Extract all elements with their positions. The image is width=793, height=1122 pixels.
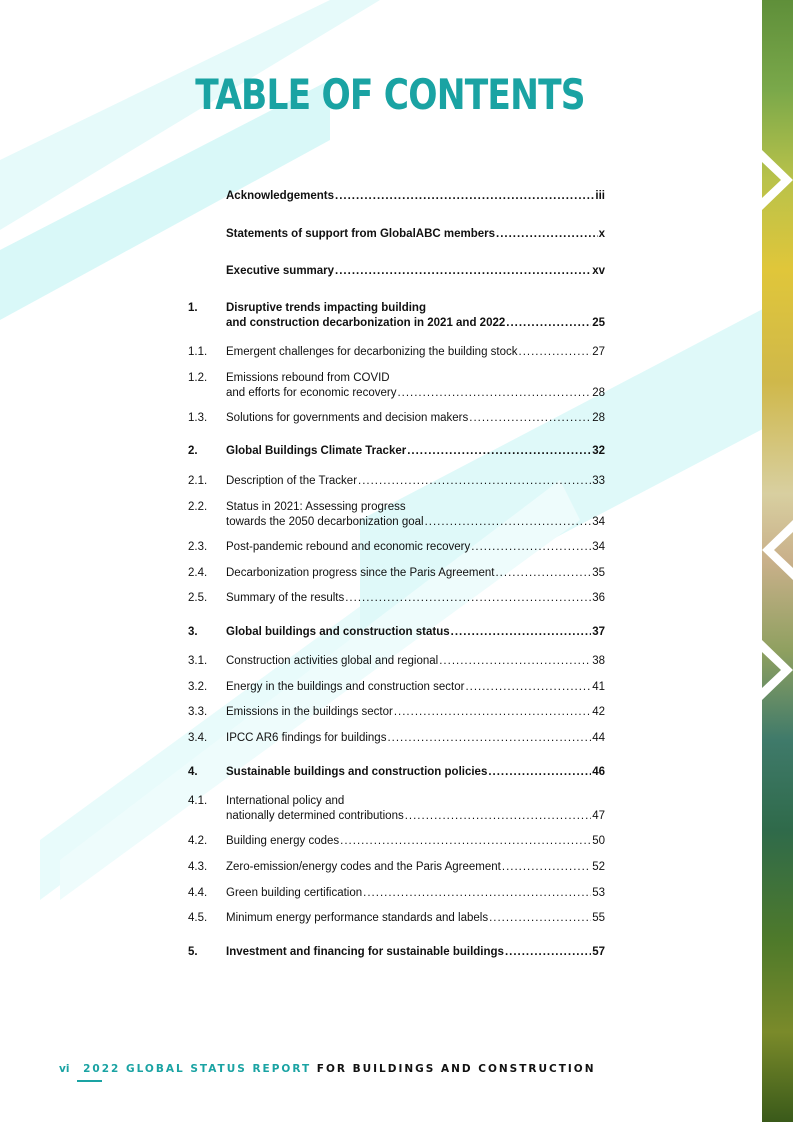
toc-entry-number: 2.1. xyxy=(188,475,208,487)
toc-entry-body xyxy=(226,705,605,720)
chevron-white-decoration xyxy=(762,640,793,700)
toc-entry-page: 35 xyxy=(592,567,605,579)
toc-entry-body xyxy=(226,566,605,581)
toc-entry-page: 44 xyxy=(592,732,605,744)
toc-entry-body xyxy=(226,834,605,849)
dot-leader xyxy=(358,474,591,489)
toc-entry-title: Decarbonization progress since the Paris Agreement xyxy=(226,567,495,579)
toc-entry-page: 27 xyxy=(592,346,605,358)
toc-entry-page: 34 xyxy=(592,516,605,528)
toc-entry-page: 38 xyxy=(592,655,605,667)
toc-entry-number: 3. xyxy=(188,626,198,638)
toc-entry-number: 2.5. xyxy=(188,592,208,604)
toc-entry-body xyxy=(226,345,605,360)
toc-entry-title: Summary of the results xyxy=(226,592,345,604)
toc-entry-page: x xyxy=(598,228,605,240)
toc-entry-title-line: International policy and xyxy=(226,795,345,807)
dot-leader xyxy=(488,765,591,780)
toc-entry-page: 28 xyxy=(592,387,605,399)
toc-entry-number: 4.5. xyxy=(188,912,208,924)
toc-entry-page: 34 xyxy=(592,541,605,553)
toc-entry-number: 4.2. xyxy=(188,835,208,847)
toc-entry-title-line: Status in 2021: Assessing progress xyxy=(226,501,406,513)
toc-entry-number: 1. xyxy=(188,302,198,314)
toc-entry-title: Emissions in the buildings sector xyxy=(226,706,393,718)
dot-leader xyxy=(407,444,591,459)
toc-entry-title-line: Emissions rebound from COVID xyxy=(226,372,390,384)
dot-leader xyxy=(496,227,598,242)
photo-strip xyxy=(762,0,793,1122)
toc-entry-number: 1.3. xyxy=(188,412,208,424)
toc-entry-number: 1.1. xyxy=(188,346,208,358)
toc-entry-number: 2.2. xyxy=(188,501,208,513)
toc-entry-title: towards the 2050 decarbonization goal xyxy=(226,516,424,528)
toc-entry-title: Green building certification xyxy=(226,887,363,899)
toc-entry-body xyxy=(226,911,605,926)
dot-leader xyxy=(394,705,591,720)
chevron-white-decoration xyxy=(762,520,793,580)
toc-entry-title: Emergent challenges for decarbonizing the building stock xyxy=(226,346,518,358)
toc-entry-body xyxy=(226,794,605,824)
dot-leader xyxy=(502,860,591,875)
toc-entry-page: 33 xyxy=(592,475,605,487)
dot-leader xyxy=(335,189,594,204)
toc-entry-number: 5. xyxy=(188,946,198,958)
toc-entry-title: Sustainable buildings and construction policies xyxy=(226,766,488,778)
toc-entry-body xyxy=(226,540,605,555)
toc-entry-body xyxy=(226,765,605,780)
toc-entry-body xyxy=(226,680,605,695)
toc-entry-body xyxy=(226,654,605,669)
toc-entry-number: 2.4. xyxy=(188,567,208,579)
toc-entry-page: 36 xyxy=(592,592,605,604)
toc-entry-page: 41 xyxy=(592,681,605,693)
toc-entry-number: 3.2. xyxy=(188,681,208,693)
toc-entry-title: Acknowledgements xyxy=(226,190,334,202)
toc-entry-number: 3.1. xyxy=(188,655,208,667)
dot-leader xyxy=(345,591,591,606)
toc-entry-body xyxy=(226,591,605,606)
toc-entry-page: 28 xyxy=(592,412,605,424)
dot-leader xyxy=(439,654,591,669)
toc-entry-title: Investment and financing for sustainable buildings xyxy=(226,946,504,958)
dot-leader xyxy=(519,345,592,360)
toc-entry-number: 1.2. xyxy=(188,372,208,384)
toc-entry-title-line: Disruptive trends impacting building xyxy=(226,302,426,314)
toc-entry-title: IPCC AR6 findings for buildings xyxy=(226,732,387,744)
toc-entry-title: Executive summary xyxy=(226,265,335,277)
toc-entry-page: 25 xyxy=(592,317,605,329)
dot-leader xyxy=(425,515,592,530)
toc-entry-page: 37 xyxy=(592,626,605,638)
toc-entry-title: Global buildings and construction status xyxy=(226,626,450,638)
toc-entry-page: 46 xyxy=(592,766,605,778)
report-title: 2022 GLOBAL STATUS REPORT xyxy=(83,1063,312,1075)
toc-entry-page: 53 xyxy=(592,887,605,899)
toc-entry-page: 55 xyxy=(592,912,605,924)
toc-entry-page: 32 xyxy=(592,445,605,457)
toc-entry-title: Minimum energy performance standards and labels xyxy=(226,912,489,924)
toc-entry-body xyxy=(226,860,605,875)
toc-entry-page: xv xyxy=(592,265,605,277)
toc-entry-number: 3.4. xyxy=(188,732,208,744)
dot-leader xyxy=(387,731,591,746)
toc-entry-title: Energy in the buildings and construction sector xyxy=(226,681,465,693)
dot-leader xyxy=(469,411,591,426)
toc-entry-number: 2.3. xyxy=(188,541,208,553)
toc-entry-title: and construction decarbonization in 2021 and 2022 xyxy=(226,317,506,329)
toc-entry-page: 52 xyxy=(592,861,605,873)
toc-entry-page: 57 xyxy=(592,946,605,958)
footer-rule xyxy=(77,1080,102,1082)
toc-entry-number: 4. xyxy=(188,766,198,778)
toc-entry-title: Global Buildings Climate Tracker xyxy=(226,445,407,457)
toc-entry-number: 4.3. xyxy=(188,861,208,873)
dot-leader xyxy=(489,911,591,926)
dot-leader xyxy=(506,316,591,331)
toc-entry-body xyxy=(226,625,605,640)
toc-entry-title: Description of the Tracker xyxy=(226,475,358,487)
dot-leader xyxy=(363,886,591,901)
toc-entry-number: 3.3. xyxy=(188,706,208,718)
toc-entry-body xyxy=(226,189,605,204)
page-footer xyxy=(59,1063,596,1075)
toc-entry-title: Building energy codes xyxy=(226,835,340,847)
toc-entry-body xyxy=(226,371,605,401)
toc-entry-body xyxy=(226,500,605,530)
toc-entry-page: 42 xyxy=(592,706,605,718)
toc-entry-body xyxy=(226,227,605,242)
dot-leader xyxy=(471,540,591,555)
toc-entry-title: and efforts for economic recovery xyxy=(226,387,397,399)
chevron-white-decoration xyxy=(762,150,793,210)
dot-leader xyxy=(465,680,591,695)
toc-entry-title: Solutions for governments and decision makers xyxy=(226,412,469,424)
toc-entry-number: 2. xyxy=(188,445,198,457)
page-number: vi xyxy=(59,1063,70,1075)
toc-entry-page: iii xyxy=(595,190,605,202)
dot-leader xyxy=(335,264,591,279)
toc-entry-number: 4.1. xyxy=(188,795,208,807)
toc-entry-body xyxy=(226,945,605,960)
toc-entry-body xyxy=(226,301,605,331)
toc-entry-body xyxy=(226,411,605,426)
dot-leader xyxy=(405,809,591,824)
page-title: TABLE OF CONTENTS xyxy=(195,70,585,119)
dot-leader xyxy=(495,566,591,581)
report-name: FOR BUILDINGS AND CONSTRUCTION xyxy=(316,1063,596,1075)
toc-entry-body xyxy=(226,731,605,746)
toc-entry-title: nationally determined contributions xyxy=(226,810,404,822)
dot-leader xyxy=(397,386,591,401)
toc-entry-page: 47 xyxy=(592,810,605,822)
toc-entry-title: Statements of support from GlobalABC members xyxy=(226,228,496,240)
toc-entry-body xyxy=(226,264,605,279)
toc-entry-title: Post-pandemic rebound and economic recovery xyxy=(226,541,471,553)
toc-entry-number: 4.4. xyxy=(188,887,208,899)
toc-entry-body xyxy=(226,886,605,901)
dot-leader xyxy=(505,945,591,960)
toc-entry-body xyxy=(226,474,605,489)
toc-entry-title: Zero-emission/energy codes and the Paris Agreement xyxy=(226,861,501,873)
toc-entry-body xyxy=(226,444,605,459)
toc-entry-title: Construction activities global and regional xyxy=(226,655,439,667)
toc-entry-page: 50 xyxy=(592,835,605,847)
dot-leader xyxy=(451,625,592,640)
dot-leader xyxy=(340,834,591,849)
